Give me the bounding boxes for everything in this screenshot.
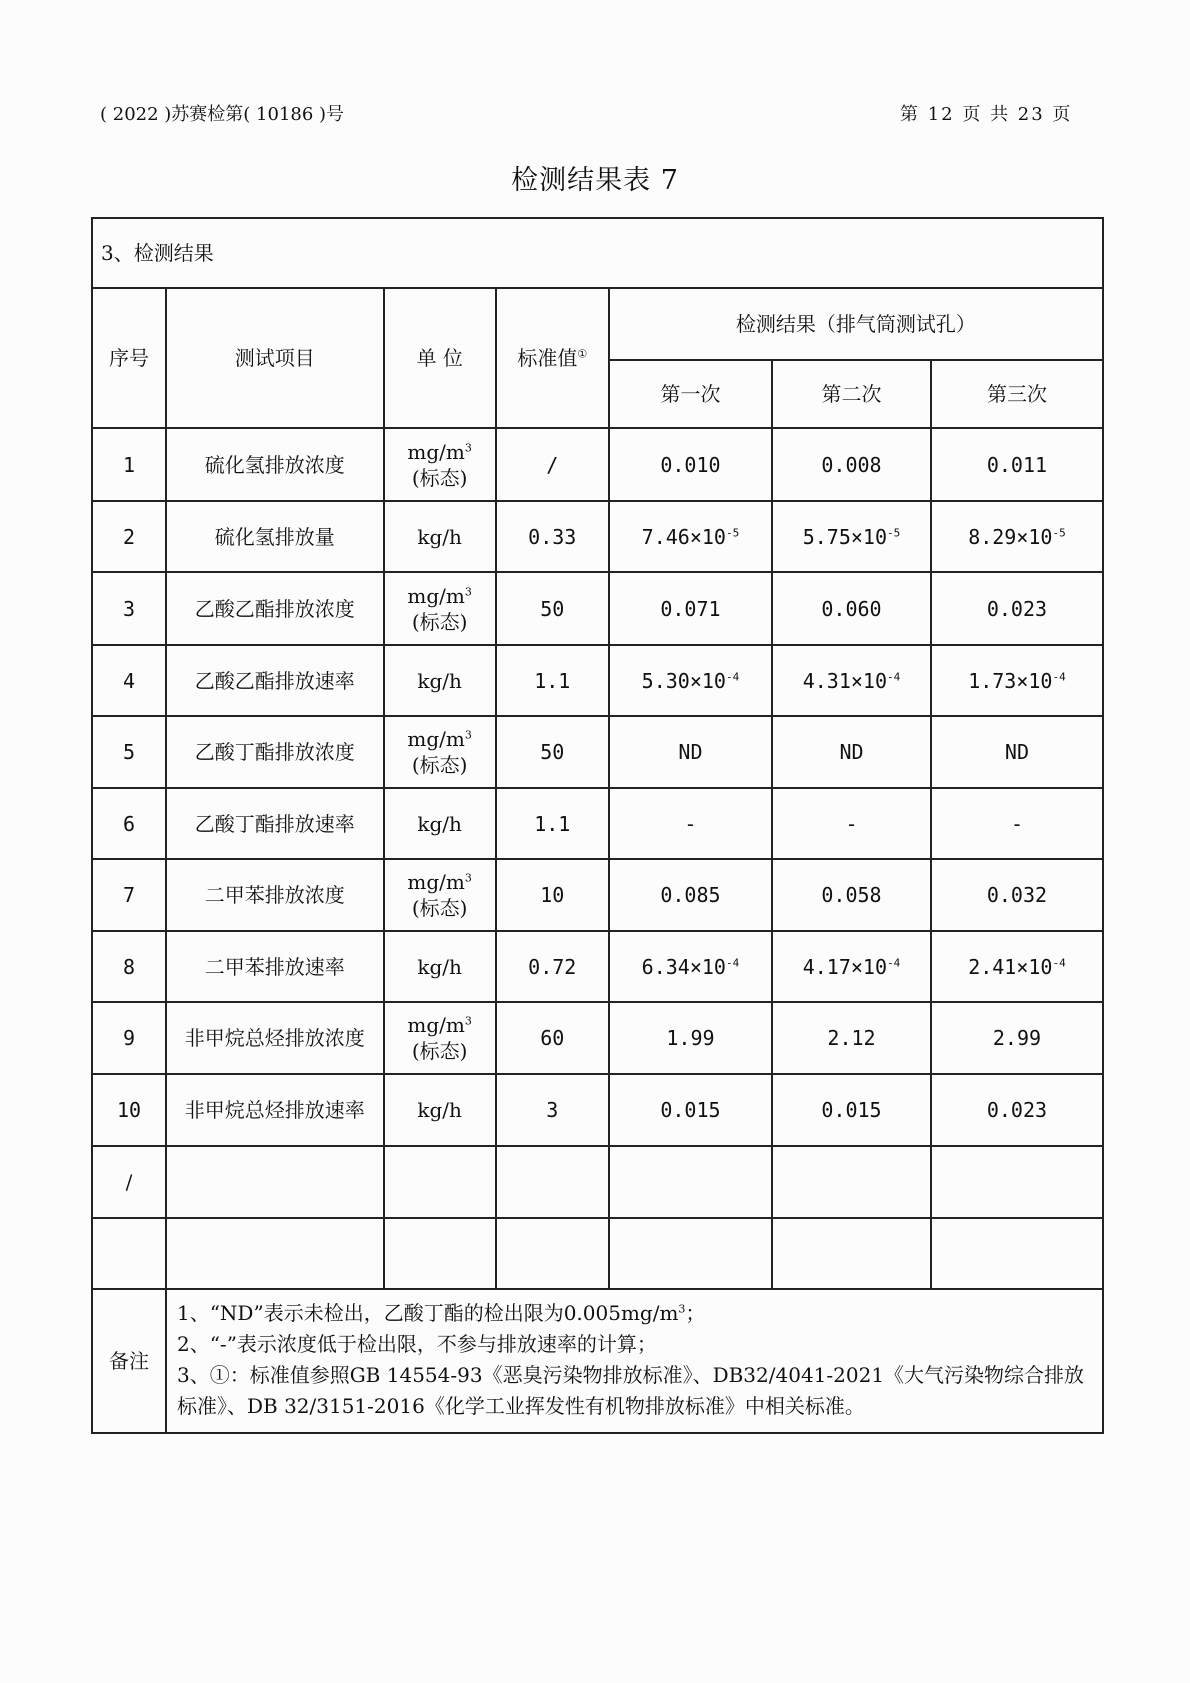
cell-standard: 0.33 (496, 501, 609, 572)
unit-text: mg/m (407, 583, 465, 608)
notes-row (92, 1289, 1103, 1433)
unit-line (389, 726, 491, 752)
cell-result-1 (609, 931, 772, 1002)
table-row (92, 645, 1103, 716)
unit-line (389, 811, 491, 837)
result-value: 4.17×10 (802, 954, 888, 979)
unit-text: mg/m (407, 439, 465, 464)
cell-result-2 (772, 1074, 931, 1146)
result-value: 0.015 (821, 1098, 882, 1122)
note-text: 1、“ND”表示未检出，乙酸丁酯的检出限为0.005mg/m (176, 1301, 679, 1325)
empty-cell (166, 1146, 384, 1218)
cell-unit (384, 859, 496, 931)
unit-superscript: 3 (464, 728, 472, 742)
table-row (92, 716, 1103, 788)
cell-unit (384, 788, 496, 859)
header-first: 第一次 (609, 360, 772, 428)
result-value: 0.008 (821, 452, 882, 477)
cell-result-2 (772, 716, 931, 788)
unit-text: kg/h (417, 954, 462, 979)
standard-footnote-mark: ① (577, 347, 588, 361)
result-value: 0.015 (660, 1098, 721, 1122)
result-value: 0.010 (660, 452, 721, 477)
result-value: 0.023 (986, 1098, 1048, 1122)
empty-cell (772, 1146, 931, 1218)
result-value: 5.75×10 (802, 524, 888, 549)
empty-cell (384, 1146, 496, 1218)
page-info: 第 12 页 共 23 页 (900, 104, 1073, 125)
empty-cell (609, 1146, 772, 1218)
unit-text: mg/m (407, 1013, 465, 1037)
cell-result-2 (772, 1002, 931, 1074)
cell-result-3 (931, 645, 1103, 716)
cell-standard: 0.72 (496, 931, 609, 1002)
unit-superscript: 3 (464, 440, 472, 454)
cell-result-3 (931, 572, 1103, 645)
unit-qualifier: (标态) (411, 609, 468, 634)
report-number: ( 2022 )苏赛检第( 10186 )号 (100, 104, 345, 125)
cell-result-3 (931, 859, 1103, 931)
unit-qualifier: (标态) (411, 753, 468, 777)
result-exponent: -4 (887, 955, 901, 969)
cell-result-2 (772, 501, 931, 572)
result-value: 4.31×10 (802, 668, 888, 693)
table-row (92, 1074, 1103, 1146)
header-third: 第三次 (931, 360, 1103, 428)
cell-standard: 50 (496, 572, 609, 645)
page-title: 检测结果表 7 (511, 165, 679, 196)
empty-cell (166, 1218, 384, 1289)
empty-cell (931, 1146, 1103, 1218)
cell-seq: 6 (92, 788, 166, 859)
cell-result-3 (931, 788, 1103, 859)
cell-item: 乙酸乙酯排放速率 (166, 645, 384, 716)
notes-label: 备注 (92, 1289, 166, 1433)
cell-result-3 (931, 931, 1103, 1002)
cell-standard: 60 (496, 1002, 609, 1074)
cell-result-2 (772, 931, 931, 1002)
cell-item: 非甲烷总烃排放浓度 (166, 1002, 384, 1074)
result-value: 2.41×10 (968, 954, 1053, 979)
table-row (92, 788, 1103, 859)
note-superscript: 3 (678, 1302, 686, 1316)
result-value: 0.011 (986, 452, 1048, 477)
result-value: ND (1004, 740, 1029, 764)
result-value: ND (678, 740, 703, 764)
result-value: 2.12 (827, 1026, 876, 1050)
cell-unit (384, 1002, 496, 1074)
cell-result-3 (931, 1002, 1103, 1074)
result-exponent: -4 (1052, 955, 1066, 969)
result-value: - (1010, 811, 1023, 836)
cell-standard: 10 (496, 859, 609, 931)
cell-item: 乙酸丁酯排放速率 (166, 788, 384, 859)
cell-result-1 (609, 716, 772, 788)
cell-result-3 (931, 716, 1103, 788)
result-value: 1.73×10 (968, 668, 1053, 693)
cell-seq: 8 (92, 931, 166, 1002)
section-label: 3、检测结果 (92, 218, 1103, 288)
unit-line (389, 869, 491, 895)
cell-unit (384, 501, 496, 572)
result-value: 0.085 (660, 883, 721, 907)
cell-item: 乙酸丁酯排放浓度 (166, 716, 384, 788)
cell-result-2 (772, 859, 931, 931)
result-value: 8.29×10 (968, 524, 1053, 549)
result-value: 1.99 (666, 1026, 715, 1050)
unit-text: kg/h (417, 1098, 462, 1122)
unit-text: kg/h (417, 524, 462, 549)
cell-result-3 (931, 501, 1103, 572)
cell-seq: 4 (92, 645, 166, 716)
cell-seq: 2 (92, 501, 166, 572)
unit-line (389, 954, 491, 980)
unit-qualifier: (标态) (411, 465, 468, 490)
cell-unit (384, 645, 496, 716)
cell-unit (384, 1074, 496, 1146)
cell-standard: / (496, 428, 609, 501)
cell-result-2 (772, 788, 931, 859)
unit-line (389, 1097, 491, 1123)
cell-result-1 (609, 572, 772, 645)
cell-seq: 7 (92, 859, 166, 931)
cell-item: 硫化氢排放量 (166, 501, 384, 572)
cell-result-1 (609, 501, 772, 572)
table-row (92, 859, 1103, 931)
result-exponent: -4 (725, 669, 740, 683)
empty-row-mark: / (92, 1146, 166, 1218)
unit-text: mg/m (407, 870, 465, 894)
note-line-1 (177, 1298, 1094, 1329)
empty-row (92, 1146, 1103, 1218)
result-value: 2.99 (992, 1026, 1042, 1050)
cell-item: 硫化氢排放浓度 (166, 428, 384, 501)
cell-result-1 (609, 859, 772, 931)
cell-result-2 (772, 428, 931, 501)
cell-result-2 (772, 572, 931, 645)
cell-result-3 (931, 1074, 1103, 1146)
cell-item: 二甲苯排放速率 (166, 931, 384, 1002)
result-exponent: -5 (887, 525, 901, 539)
results-table (91, 217, 1104, 1434)
unit-line (389, 668, 491, 694)
header-seq: 序号 (92, 288, 166, 428)
result-exponent: -5 (1052, 525, 1066, 539)
cell-result-1 (609, 645, 772, 716)
result-value: - (684, 811, 697, 836)
cell-seq: 10 (92, 1074, 166, 1146)
result-value: 5.30×10 (641, 668, 726, 693)
unit-text: kg/h (417, 668, 462, 693)
unit-line (389, 1012, 491, 1038)
result-exponent: -5 (725, 525, 740, 539)
unit-qualifier: (标态) (411, 1039, 468, 1063)
empty-row (92, 1218, 1103, 1289)
cell-item: 非甲烷总烃排放速率 (166, 1074, 384, 1146)
cell-seq: 1 (92, 428, 166, 501)
result-exponent: -4 (887, 669, 901, 683)
empty-cell (92, 1218, 166, 1289)
cell-unit (384, 931, 496, 1002)
cell-result-2 (772, 645, 931, 716)
unit-superscript: 3 (464, 584, 472, 598)
cell-seq: 5 (92, 716, 166, 788)
cell-result-1 (609, 1002, 772, 1074)
header-unit: 单 位 (384, 288, 496, 428)
table-row (92, 1002, 1103, 1074)
result-value: 6.34×10 (641, 954, 726, 979)
result-value: 0.023 (986, 596, 1048, 621)
cell-standard: 3 (496, 1074, 609, 1146)
cell-result-1 (609, 1074, 772, 1146)
unit-superscript: 3 (464, 1014, 472, 1028)
empty-cell (931, 1218, 1103, 1289)
header-standard (496, 288, 609, 428)
unit-line (389, 583, 491, 609)
cell-seq: 9 (92, 1002, 166, 1074)
header-standard-text: 标准值 (517, 346, 578, 370)
result-value: 0.058 (821, 883, 882, 907)
unit-qualifier: (标态) (411, 896, 468, 920)
table-row (92, 428, 1103, 501)
header-second: 第二次 (772, 360, 931, 428)
table-row (92, 931, 1103, 1002)
empty-cell (772, 1218, 931, 1289)
cell-unit (384, 716, 496, 788)
result-value: 0.032 (986, 883, 1048, 907)
header-item: 测试项目 (166, 288, 384, 428)
result-exponent: -4 (1052, 669, 1066, 683)
result-value: - (845, 811, 858, 836)
cell-standard: 1.1 (496, 645, 609, 716)
unit-text: kg/h (417, 811, 462, 836)
empty-cell (384, 1218, 496, 1289)
result-value: 0.071 (660, 596, 721, 621)
result-exponent: -4 (725, 955, 740, 969)
cell-result-3 (931, 428, 1103, 501)
empty-cell (496, 1218, 609, 1289)
empty-cell (496, 1146, 609, 1218)
note-text: ； (685, 1301, 706, 1325)
cell-seq: 3 (92, 572, 166, 645)
result-value: ND (839, 740, 864, 764)
table-row (92, 501, 1103, 572)
header-results-group: 检测结果（排气筒测试孔） (609, 288, 1103, 360)
table-row (92, 572, 1103, 645)
unit-line (389, 439, 491, 465)
notes-content (166, 1289, 1103, 1433)
cell-unit (384, 428, 496, 501)
cell-result-1 (609, 788, 772, 859)
unit-line (389, 524, 491, 550)
unit-superscript: 3 (464, 871, 472, 885)
cell-unit (384, 572, 496, 645)
result-value: 0.060 (821, 596, 882, 621)
note-line-2: 2、“-”表示浓度低于检出限，不参与排放速率的计算； (176, 1332, 657, 1356)
empty-cell (609, 1218, 772, 1289)
cell-item: 二甲苯排放浓度 (166, 859, 384, 931)
cell-result-1 (609, 428, 772, 501)
unit-text: mg/m (407, 727, 465, 751)
cell-item: 乙酸乙酯排放浓度 (166, 572, 384, 645)
result-value: 7.46×10 (641, 524, 726, 549)
cell-standard: 50 (496, 716, 609, 788)
note-line-3: 3、①：标准值参照GB 14554-93《恶臭污染物排放标准》、DB32/4041-2021《大气污染物综合排放标准》、DB 32/3151-2016《化学工业挥发性有机物排放标准》中相关标准。 (176, 1363, 1085, 1418)
cell-standard: 1.1 (496, 788, 609, 859)
